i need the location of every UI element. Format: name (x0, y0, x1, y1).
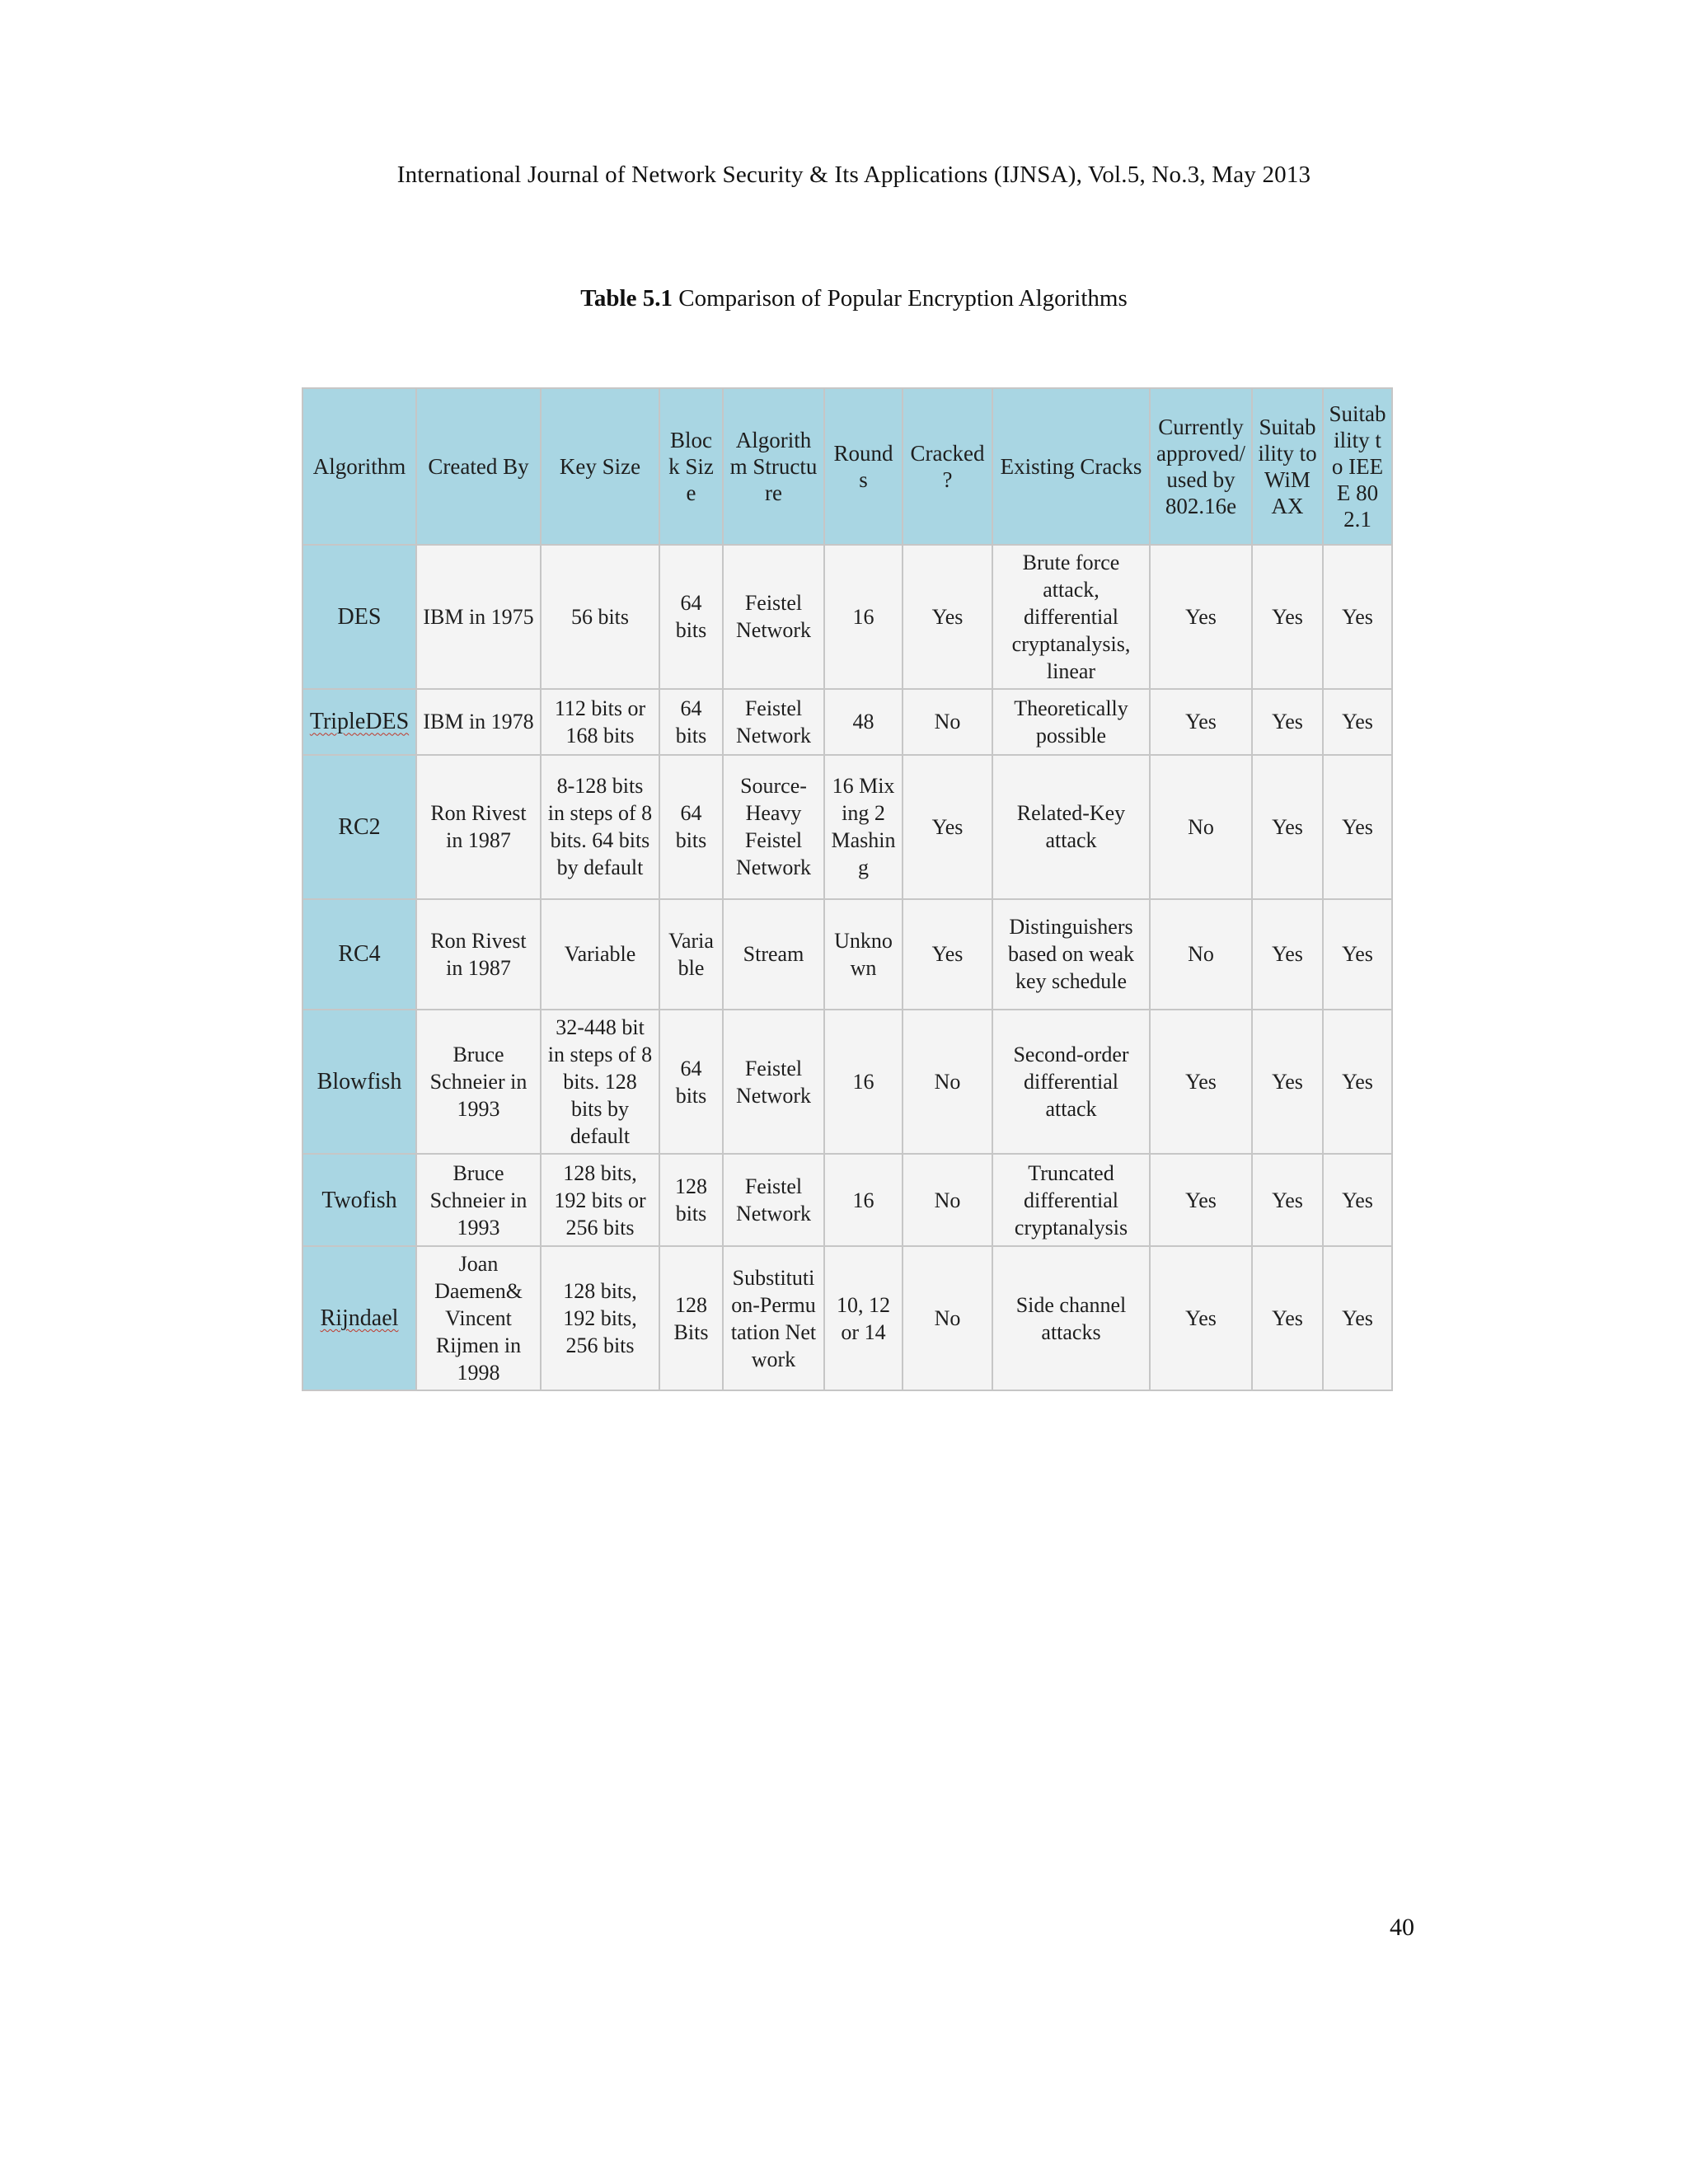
cell-structure: Substitution-Permutation Network (723, 1246, 824, 1390)
cell-cracked: No (903, 1246, 992, 1390)
cell-rounds: 16 Mixing 2 Mashing (824, 755, 903, 899)
cell-rounds: Unknown (824, 899, 903, 1010)
cell-created-by: Ron Rivest in 1987 (416, 899, 541, 1010)
cell-approved-80216e: No (1150, 899, 1252, 1010)
cell-created-by: Joan Daemen& Vincent Rijmen in 1998 (416, 1246, 541, 1390)
header-algorithm-structure: Algorithm Structure (723, 388, 824, 545)
cell-algorithm: Blowfish (302, 1010, 416, 1154)
cell-suitability-ieee: Yes (1323, 1010, 1392, 1154)
cell-suitability-wimax: Yes (1252, 1154, 1323, 1246)
comparison-table-container (302, 387, 1391, 1391)
cell-key-size: 8-128 bits in steps of 8 bits. 64 bits by default (541, 755, 659, 899)
cell-existing-cracks: Brute force attack, differential cryptanalysis, linear (992, 545, 1150, 689)
cell-key-size: 112 bits or 168 bits (541, 689, 659, 755)
cell-algorithm (302, 689, 416, 755)
header-algorithm: Algorithm (302, 388, 416, 545)
cell-approved-80216e: Yes (1150, 689, 1252, 755)
header-rounds: Rounds (824, 388, 903, 545)
cell-suitability-ieee: Yes (1323, 1246, 1392, 1390)
cell-algorithm: RC4 (302, 899, 416, 1010)
cell-suitability-ieee: Yes (1323, 1154, 1392, 1246)
cell-rounds: 16 (824, 545, 903, 689)
cell-created-by: Ron Rivest in 1987 (416, 755, 541, 899)
cell-cracked: Yes (903, 755, 992, 899)
cell-created-by: IBM in 1975 (416, 545, 541, 689)
table-row (302, 1010, 1392, 1154)
cell-created-by: IBM in 1978 (416, 689, 541, 755)
cell-algorithm (302, 1246, 416, 1390)
cell-existing-cracks: Related-Key attack (992, 755, 1150, 899)
cell-block-size: 64 bits (659, 755, 723, 899)
running-header: International Journal of Network Security & Its Applications (IJNSA), Vol.5, No.3, May 2013 (396, 162, 1311, 188)
cell-key-size: 56 bits (541, 545, 659, 689)
cell-structure: Feistel Network (723, 689, 824, 755)
cell-suitability-ieee: Yes (1323, 689, 1392, 755)
cell-block-size: 128 bits (659, 1154, 723, 1246)
table-caption (0, 285, 1688, 312)
header-created-by: Created By (416, 388, 541, 545)
cell-rounds: 10, 12 or 14 (824, 1246, 903, 1390)
cell-structure: Feistel Network (723, 1154, 824, 1246)
cell-suitability-wimax: Yes (1252, 689, 1323, 755)
cell-structure: Source-Heavy Feistel Network (723, 755, 824, 899)
cell-created-by: Bruce Schneier in 1993 (416, 1010, 541, 1154)
cell-block-size: 64 bits (659, 689, 723, 755)
cell-suitability-wimax: Yes (1252, 545, 1323, 689)
cell-algorithm: Twofish (302, 1154, 416, 1246)
header-approved-80216e: Currently approved/ used by 802.16e (1150, 388, 1252, 545)
cell-existing-cracks: Truncated differential cryptanalysis (992, 1154, 1150, 1246)
cell-rounds: 16 (824, 1154, 903, 1246)
cell-key-size: 32-448 bit in steps of 8 bits. 128 bits by default (541, 1010, 659, 1154)
cell-block-size: 64 bits (659, 545, 723, 689)
cell-cracked: No (903, 1154, 992, 1246)
encryption-comparison-table (302, 387, 1393, 1391)
header-existing-cracks: Existing Cracks (992, 388, 1150, 545)
table-row (302, 1246, 1392, 1390)
cell-algorithm-text: Rijndael (320, 1305, 399, 1332)
cell-created-by: Bruce Schneier in 1993 (416, 1154, 541, 1246)
cell-suitability-wimax: Yes (1252, 899, 1323, 1010)
header-suitability-ieee: Suitability to IEEE 802.1 (1323, 388, 1392, 545)
cell-block-size: 128 Bits (659, 1246, 723, 1390)
table-row (302, 689, 1392, 755)
cell-block-size: Variable (659, 899, 723, 1010)
cell-key-size: 128 bits, 192 bits, 256 bits (541, 1246, 659, 1390)
cell-approved-80216e: Yes (1150, 1246, 1252, 1390)
header-suitability-wimax: Suitability to WiM AX (1252, 388, 1323, 545)
cell-algorithm-text: TripleDES (309, 709, 410, 735)
table-caption-text: Comparison of Popular Encryption Algorithms (672, 285, 1128, 312)
cell-rounds: 16 (824, 1010, 903, 1154)
cell-structure: Feistel Network (723, 545, 824, 689)
cell-suitability-ieee: Yes (1323, 899, 1392, 1010)
cell-existing-cracks: Side channel attacks (992, 1246, 1150, 1390)
cell-approved-80216e: No (1150, 755, 1252, 899)
cell-rounds: 48 (824, 689, 903, 755)
cell-key-size: Variable (541, 899, 659, 1010)
cell-suitability-ieee: Yes (1323, 545, 1392, 689)
table-header-row (302, 388, 1392, 545)
cell-suitability-wimax: Yes (1252, 1010, 1323, 1154)
table-row (302, 1154, 1392, 1246)
cell-suitability-wimax: Yes (1252, 1246, 1323, 1390)
cell-cracked: No (903, 689, 992, 755)
cell-cracked: Yes (903, 545, 992, 689)
table-caption-label: Table 5.1 (580, 285, 673, 312)
cell-algorithm: DES (302, 545, 416, 689)
cell-approved-80216e: Yes (1150, 1010, 1252, 1154)
cell-cracked: No (903, 1010, 992, 1154)
cell-existing-cracks: Distinguishers based on weak key schedule (992, 899, 1150, 1010)
cell-key-size: 128 bits, 192 bits or 256 bits (541, 1154, 659, 1246)
cell-structure: Feistel Network (723, 1010, 824, 1154)
cell-cracked: Yes (903, 899, 992, 1010)
cell-approved-80216e: Yes (1150, 1154, 1252, 1246)
table-row (302, 899, 1392, 1010)
page-number: 40 (1390, 1914, 1414, 1941)
table-row (302, 755, 1392, 899)
header-cracked: Cracked ? (903, 388, 992, 545)
cell-block-size: 64 bits (659, 1010, 723, 1154)
cell-algorithm: RC2 (302, 755, 416, 899)
cell-existing-cracks: Second-order differential attack (992, 1010, 1150, 1154)
header-block-size: Block Size (659, 388, 723, 545)
table-row (302, 545, 1392, 689)
cell-approved-80216e: Yes (1150, 545, 1252, 689)
header-key-size: Key Size (541, 388, 659, 545)
cell-structure: Stream (723, 899, 824, 1010)
cell-suitability-wimax: Yes (1252, 755, 1323, 899)
cell-suitability-ieee: Yes (1323, 755, 1392, 899)
cell-existing-cracks: Theoretically possible (992, 689, 1150, 755)
